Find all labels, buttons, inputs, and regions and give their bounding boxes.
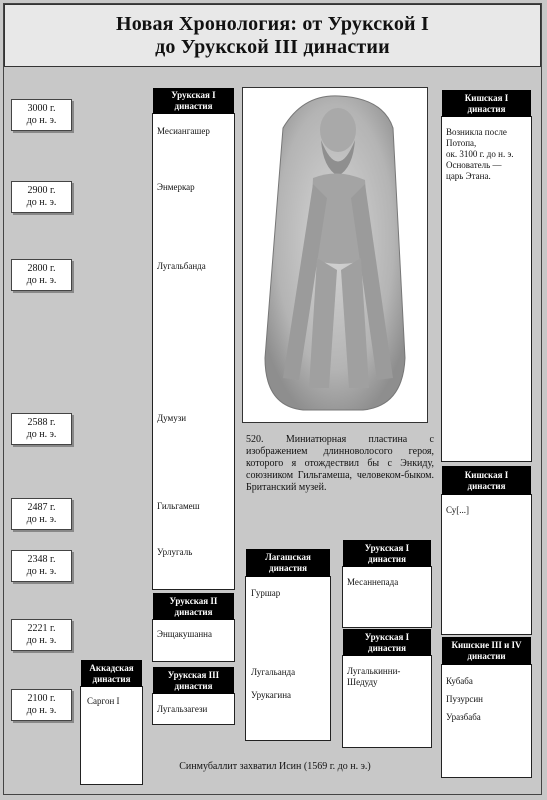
kish1b-header bbox=[442, 466, 531, 495]
header-line: Урукская III bbox=[167, 669, 220, 680]
date-year: 3000 г. bbox=[27, 103, 56, 114]
uruk1-header bbox=[153, 88, 234, 114]
uruk3-header bbox=[153, 667, 234, 694]
ur1a-column bbox=[342, 566, 432, 628]
date-2900 bbox=[11, 181, 72, 213]
header-line: Кишская I bbox=[464, 469, 509, 480]
date-2800 bbox=[11, 259, 72, 291]
kish1-column bbox=[441, 116, 532, 462]
header-line: династия bbox=[368, 642, 406, 653]
note-line: Возникла после bbox=[446, 127, 507, 137]
date-year: 2900 г. bbox=[27, 185, 56, 196]
ur1b-column bbox=[342, 655, 432, 748]
date-2588 bbox=[11, 413, 72, 445]
date-era: до н. э. bbox=[26, 514, 57, 525]
uruk1-column bbox=[152, 113, 235, 590]
ruler-urukagina: Урукагина bbox=[251, 690, 292, 700]
header-line: династия bbox=[368, 553, 406, 564]
header-line: династия bbox=[174, 606, 213, 617]
kish34-header bbox=[442, 637, 531, 665]
uruk3-column bbox=[152, 693, 235, 725]
ruler-gilgamesh: Гильгамеш bbox=[157, 501, 200, 511]
date-year: 2487 г. bbox=[27, 502, 56, 513]
ruler-lugalbanda: Лугальбанда bbox=[157, 261, 206, 271]
image-caption: 520. Миниатюрная пластина с изображением длинноволосого героя, которого я отождествил бы с Энкиду, союзником Гильгамеша, человеком-быком. Британский музей. bbox=[246, 434, 434, 493]
ruler-kubaba: Кубаба bbox=[446, 676, 473, 686]
ruler-urlugal: Урлугаль bbox=[157, 547, 193, 557]
note-line: Основатель — bbox=[446, 160, 502, 170]
ruler-dumuzi: Думузи bbox=[157, 413, 187, 423]
header-line: Урукская I bbox=[171, 90, 216, 100]
date-year: 2588 г. bbox=[27, 417, 56, 428]
date-3000 bbox=[11, 99, 72, 131]
lagash-column bbox=[245, 576, 331, 741]
date-era: до н. э. bbox=[26, 705, 57, 716]
kish1b-column bbox=[441, 494, 532, 635]
relief-plate-icon bbox=[243, 88, 427, 422]
ruler-mesannepada: Месаннепада bbox=[347, 577, 399, 587]
date-year: 2100 г. bbox=[27, 693, 56, 704]
ruler-shedudu: Шедуду bbox=[347, 677, 378, 687]
ruler-puzursin: Пузурсин bbox=[446, 694, 483, 704]
header-line: Урукская I bbox=[364, 631, 410, 642]
footer-note: Синмубаллит захватил Исин (1569 г. до н. э.) bbox=[179, 761, 371, 772]
date-year: 2800 г. bbox=[27, 263, 56, 274]
header-line: Урукская I bbox=[364, 542, 410, 553]
header-line: династия bbox=[174, 680, 213, 691]
header-line: династия bbox=[269, 563, 307, 573]
date-era: до н. э. bbox=[26, 275, 57, 286]
title-line-2: до Урукской III династии bbox=[155, 35, 390, 58]
ruler-lugalanda: Лугальанда bbox=[251, 667, 296, 677]
date-2348 bbox=[11, 550, 72, 582]
ruler-su: Су[...] bbox=[446, 505, 470, 515]
header-line: Кишские III и IV bbox=[451, 640, 522, 650]
header-line: Урукская II bbox=[169, 595, 218, 606]
kish34-column bbox=[441, 664, 532, 778]
date-era: до н. э. bbox=[26, 115, 57, 126]
uruk2-header bbox=[153, 593, 234, 620]
ruler-sargon: Саргон I bbox=[87, 696, 120, 706]
note-line: Потопа, bbox=[446, 138, 477, 148]
lagash-header bbox=[246, 549, 330, 577]
ur1a-header bbox=[343, 540, 431, 567]
ruler-lugalkinni: Лугалькинни- bbox=[347, 666, 401, 676]
note-line: царь Этана. bbox=[446, 171, 491, 181]
ruler-urazbaba: Уразбаба bbox=[446, 712, 481, 722]
ruler-mesiangasher: Месиангашер bbox=[157, 126, 210, 136]
header-line: династия bbox=[467, 480, 506, 491]
ur1b-header bbox=[343, 629, 431, 656]
header-line: династии bbox=[467, 651, 506, 661]
header-line: династия bbox=[174, 101, 213, 111]
title-line-1: Новая Хронология: от Урукской I bbox=[116, 12, 429, 35]
date-2100 bbox=[11, 689, 72, 721]
header-line: династия bbox=[92, 673, 131, 684]
uruk2-column bbox=[152, 619, 235, 662]
date-year: 2348 г. bbox=[27, 554, 56, 565]
artifact-image bbox=[242, 87, 428, 423]
date-era: до н. э. bbox=[26, 635, 57, 646]
date-2221 bbox=[11, 619, 72, 651]
ruler-lugalzagesi: Лугальзагези bbox=[157, 704, 208, 714]
ruler-enshakushanna: Энщакушанна bbox=[157, 629, 212, 639]
akkad-column bbox=[80, 686, 143, 785]
ruler-gurshar: Гуршар bbox=[251, 588, 281, 598]
header-line: Кишская I bbox=[464, 92, 509, 103]
date-era: до н. э. bbox=[26, 197, 57, 208]
akkad-header bbox=[81, 660, 142, 687]
header-line: Аккадская bbox=[89, 662, 134, 673]
kish1-header bbox=[442, 90, 531, 117]
note-line: ок. 3100 г. до н. э. bbox=[446, 149, 514, 159]
kish1-note bbox=[446, 127, 530, 182]
date-era: до н. э. bbox=[26, 429, 57, 440]
date-year: 2221 г. bbox=[27, 623, 56, 634]
date-2487 bbox=[11, 498, 72, 530]
ruler-enmerkar: Энмеркар bbox=[157, 182, 195, 192]
header-line: династия bbox=[467, 103, 506, 114]
date-era: до н. э. bbox=[26, 566, 57, 577]
title-box bbox=[4, 4, 541, 67]
header-line: Лагашская bbox=[265, 552, 311, 562]
